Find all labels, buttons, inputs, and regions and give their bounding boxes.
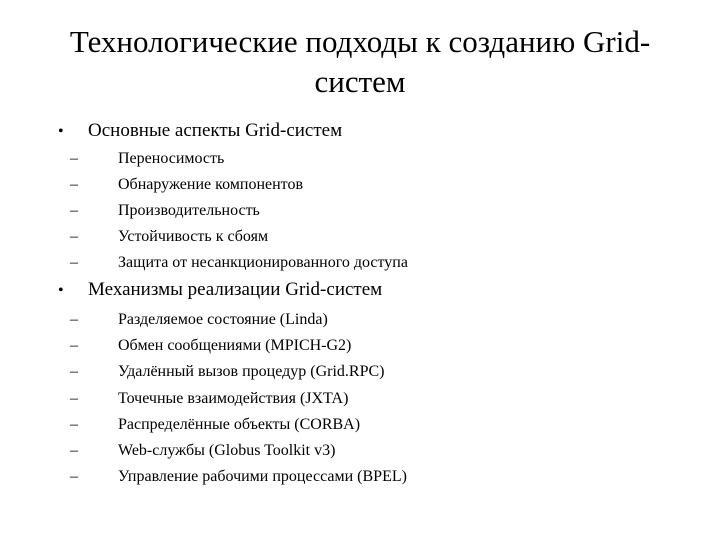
section-aspects <box>58 119 698 276</box>
list-item-text: Web-службы (Globus Toolkit v3) <box>118 441 336 459</box>
list-item <box>70 146 698 172</box>
sub-list <box>70 307 698 490</box>
dash-icon: – <box>70 389 78 407</box>
list-item <box>70 333 698 359</box>
section-mechanisms <box>58 278 698 490</box>
dash-icon: – <box>70 311 78 328</box>
list-item-text: Обмен сообщениями (MPICH-G2) <box>118 337 352 355</box>
section-heading: Основные аспекты Grid-систем <box>88 120 343 141</box>
list-item <box>70 172 698 198</box>
dash-icon: – <box>70 228 78 245</box>
list-item <box>70 359 698 385</box>
section-heading-row <box>58 278 698 303</box>
list-item-text: Удалённый вызов процедур (Grid.RPC) <box>118 363 385 381</box>
slide-title: Технологические подходы к созданию Grid-систем <box>69 24 651 99</box>
list-item-text: Производительность <box>118 202 260 219</box>
list-item-text: Переносимость <box>118 150 225 167</box>
list-item-text: Разделяемое состояние (Linda) <box>118 311 328 328</box>
dash-icon: – <box>70 176 78 193</box>
bullet-icon: • <box>58 282 64 299</box>
dash-icon: – <box>70 337 78 355</box>
list-item-text: Точечные взаимодействия (JXTA) <box>118 389 349 407</box>
section-heading: Механизмы реализации Grid-систем <box>88 279 383 300</box>
dash-icon: – <box>70 363 78 381</box>
list-item-text: Защита от несанкционированного доступа <box>118 254 408 271</box>
list-item <box>70 198 698 224</box>
sub-list <box>70 146 698 276</box>
section-heading-row <box>58 119 698 144</box>
list-item <box>70 438 698 464</box>
list-item-text: Распределённые объекты (CORBA) <box>118 415 361 433</box>
dash-icon: – <box>70 441 78 459</box>
dash-icon: – <box>70 415 78 433</box>
dash-icon: – <box>70 202 78 219</box>
list-item-text: Управление рабочими процессами (BPEL) <box>118 468 407 486</box>
list-item-text: Обнаружение компонентов <box>118 176 304 193</box>
bullet-icon: • <box>58 123 64 140</box>
list-item <box>70 250 698 276</box>
list-item <box>70 307 698 333</box>
list-item <box>70 386 698 412</box>
list-item <box>70 224 698 250</box>
list-item-text: Устойчивость к сбоям <box>118 228 269 245</box>
dash-icon: – <box>70 254 78 271</box>
list-item <box>70 412 698 438</box>
list-item <box>70 464 698 490</box>
dash-icon: – <box>70 468 78 486</box>
dash-icon: – <box>70 150 78 167</box>
